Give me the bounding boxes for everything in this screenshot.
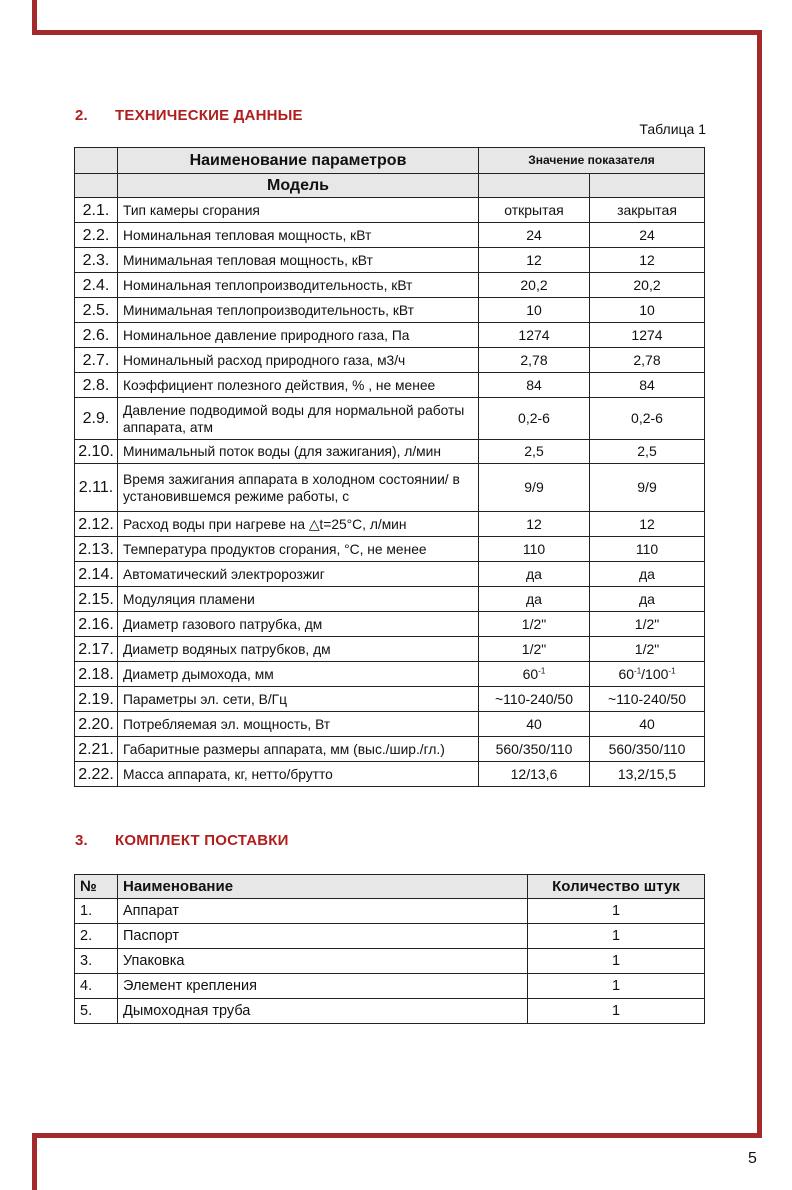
row-number: 2.10. [75, 440, 118, 464]
table-row [75, 537, 705, 562]
table-row [75, 662, 705, 687]
row-value-1: 2,5 [479, 440, 590, 464]
kit-header-row [75, 875, 705, 899]
row-value-1: 20,2 [479, 273, 590, 298]
row-value-2: 1274 [590, 323, 705, 348]
row-number: 2.17. [75, 637, 118, 662]
page-number: 5 [748, 1150, 757, 1167]
row-parameter: Габаритные размеры аппарата, мм (выс./шир./гл.) [118, 737, 479, 762]
row-value-1: 12 [479, 248, 590, 273]
row-parameter: Время зажигания аппарата в холодном состоянии/ в установившемся режиме работы, с [118, 464, 479, 512]
row-value-1: да [479, 587, 590, 612]
row-number: 2.5. [75, 298, 118, 323]
row-value-2: 2,78 [590, 348, 705, 373]
row-value-2: 13,2/15,5 [590, 762, 705, 787]
kit-row-name: Дымоходная труба [118, 999, 528, 1024]
row-parameter: Коэффициент полезного действия, % , не менее [118, 373, 479, 398]
value-text: 60 [522, 665, 539, 682]
row-parameter: Тип камеры сгорания [118, 198, 479, 223]
row-value-1: 40 [479, 712, 590, 737]
kit-row-number: 4. [75, 974, 118, 999]
row-value-2: 10 [590, 298, 705, 323]
kit-row-name: Аппарат [118, 899, 528, 924]
kit-row-qty: 1 [528, 999, 705, 1024]
table-row [75, 298, 705, 323]
kit-row-number: 5. [75, 999, 118, 1024]
row-value-2: 20,2 [590, 273, 705, 298]
row-value-1: да [479, 562, 590, 587]
kit-row [75, 974, 705, 999]
kit-row [75, 899, 705, 924]
row-value-1: 12 [479, 512, 590, 537]
row-value-1: 2,78 [479, 348, 590, 373]
row-number: 2.18. [75, 662, 118, 687]
row-parameter: Параметры эл. сети, В/Гц [118, 687, 479, 712]
row-number: 2.11. [75, 464, 118, 512]
frame-line [757, 30, 762, 1138]
row-value-2: ~110-240/50 [590, 687, 705, 712]
table-row [75, 687, 705, 712]
row-number: 2.1. [75, 198, 118, 223]
row-value-1: 1/2" [479, 637, 590, 662]
table-row [75, 348, 705, 373]
row-number: 2.13. [75, 537, 118, 562]
header-model: Модель [118, 174, 479, 198]
value-text: 60 [618, 665, 635, 682]
table-header-row [75, 148, 705, 174]
kit-row-name: Паспорт [118, 924, 528, 949]
row-number: 2.21. [75, 737, 118, 762]
row-value-2 [590, 662, 705, 687]
kit-row [75, 924, 705, 949]
row-value-1: 1/2" [479, 612, 590, 637]
row-value-1: открытая [479, 198, 590, 223]
row-value-1: 0,2-6 [479, 398, 590, 440]
section-heading: ТЕХНИЧЕСКИЕ ДАННЫЕ [115, 107, 303, 124]
row-number: 2.8. [75, 373, 118, 398]
table-row [75, 373, 705, 398]
row-value-2: 0,2-6 [590, 398, 705, 440]
table-row [75, 398, 705, 440]
row-number: 2.19. [75, 687, 118, 712]
row-value-1: 560/350/110 [479, 737, 590, 762]
kit-row-qty: 1 [528, 949, 705, 974]
header-num-cell [75, 148, 118, 174]
model-cell-1 [479, 174, 590, 198]
frame-line [32, 30, 762, 35]
table-row [75, 198, 705, 223]
row-value-2: 12 [590, 248, 705, 273]
model-cell-2 [590, 174, 705, 198]
value-superscript: -1 [634, 665, 642, 675]
row-number: 2.12. [75, 512, 118, 537]
table-row [75, 273, 705, 298]
row-value-2: 40 [590, 712, 705, 737]
table-row [75, 762, 705, 787]
row-value-1: 110 [479, 537, 590, 562]
header-num-cell [75, 174, 118, 198]
kit-row-number: 3. [75, 949, 118, 974]
row-parameter: Диаметр водяных патрубков, дм [118, 637, 479, 662]
row-parameter: Минимальная тепловая мощность, кВт [118, 248, 479, 273]
kit-header-num: № [75, 875, 118, 899]
section-number: 3. [75, 832, 88, 849]
row-number: 2.9. [75, 398, 118, 440]
kit-header-name: Наименование [118, 875, 528, 899]
row-number: 2.6. [75, 323, 118, 348]
model-header-row [75, 174, 705, 198]
table-row [75, 587, 705, 612]
row-parameter: Потребляемая эл. мощность, Вт [118, 712, 479, 737]
technical-data-table [74, 147, 705, 787]
row-parameter: Номинальная теплопроизводительность, кВт [118, 273, 479, 298]
row-value-2: 1/2" [590, 612, 705, 637]
row-value-1: 84 [479, 373, 590, 398]
row-parameter: Номинальное давление природного газа, Па [118, 323, 479, 348]
table-row [75, 323, 705, 348]
row-value-2: 9/9 [590, 464, 705, 512]
row-parameter: Температура продуктов сгорания, °C, не менее [118, 537, 479, 562]
row-number: 2.3. [75, 248, 118, 273]
row-value-2: да [590, 587, 705, 612]
row-parameter: Давление подводимой воды для нормальной работы аппарата, атм [118, 398, 479, 440]
row-parameter: Расход воды при нагреве на △t=25°C, л/мин [118, 512, 479, 537]
header-value: Значение показателя [479, 148, 705, 174]
row-value-2: 560/350/110 [590, 737, 705, 762]
kit-row-name: Упаковка [118, 949, 528, 974]
row-parameter: Номинальная тепловая мощность, кВт [118, 223, 479, 248]
row-value-1: 9/9 [479, 464, 590, 512]
table-row [75, 440, 705, 464]
row-value-2: 24 [590, 223, 705, 248]
value-superscript: -1 [538, 665, 546, 675]
row-value-1: 10 [479, 298, 590, 323]
kit-row-qty: 1 [528, 924, 705, 949]
table-caption: Таблица 1 [639, 121, 706, 137]
table-row [75, 712, 705, 737]
row-value-1: 24 [479, 223, 590, 248]
row-parameter: Минимальный поток воды (для зажигания), л/мин [118, 440, 479, 464]
kit-header-qty: Количество штук [528, 875, 705, 899]
row-number: 2.2. [75, 223, 118, 248]
kit-row-qty: 1 [528, 899, 705, 924]
header-param-name: Наименование параметров [118, 148, 479, 174]
row-parameter: Диаметр газового патрубка, дм [118, 612, 479, 637]
table-row [75, 637, 705, 662]
delivery-kit-table [74, 874, 705, 1024]
table-row [75, 612, 705, 637]
row-value-2: закрытая [590, 198, 705, 223]
row-value-2: 110 [590, 537, 705, 562]
row-parameter: Диаметр дымохода, мм [118, 662, 479, 687]
row-value-2: 84 [590, 373, 705, 398]
row-value-2: 2,5 [590, 440, 705, 464]
section-heading: КОМПЛЕКТ ПОСТАВКИ [115, 832, 289, 849]
frame-line [32, 1133, 762, 1138]
table-row [75, 223, 705, 248]
table-row [75, 464, 705, 512]
row-number: 2.4. [75, 273, 118, 298]
row-value-1: 1274 [479, 323, 590, 348]
value-text: /100 [641, 665, 669, 682]
row-number: 2.22. [75, 762, 118, 787]
kit-row [75, 949, 705, 974]
section-title-kit [75, 832, 289, 849]
row-value-1: 12/13,6 [479, 762, 590, 787]
section-title-technical [75, 107, 303, 124]
table-row [75, 737, 705, 762]
row-parameter: Автоматический электророзжиг [118, 562, 479, 587]
row-number: 2.14. [75, 562, 118, 587]
row-value-2: да [590, 562, 705, 587]
row-number: 2.16. [75, 612, 118, 637]
row-parameter: Минимальная теплопроизводительность, кВт [118, 298, 479, 323]
kit-row [75, 999, 705, 1024]
value-superscript: -1 [668, 665, 676, 675]
row-number: 2.20. [75, 712, 118, 737]
row-parameter: Модуляция пламени [118, 587, 479, 612]
kit-row-number: 1. [75, 899, 118, 924]
table-row [75, 512, 705, 537]
row-value-1 [479, 662, 590, 687]
row-value-2: 12 [590, 512, 705, 537]
kit-row-number: 2. [75, 924, 118, 949]
row-number: 2.7. [75, 348, 118, 373]
table-row [75, 248, 705, 273]
row-parameter: Номинальный расход природного газа, м3/ч [118, 348, 479, 373]
row-value-2: 1/2" [590, 637, 705, 662]
kit-row-qty: 1 [528, 974, 705, 999]
row-parameter: Масса аппарата, кг, нетто/брутто [118, 762, 479, 787]
frame-line [32, 1133, 37, 1190]
table-row [75, 562, 705, 587]
row-number: 2.15. [75, 587, 118, 612]
row-value-1: ~110-240/50 [479, 687, 590, 712]
kit-row-name: Элемент крепления [118, 974, 528, 999]
section-number: 2. [75, 107, 88, 124]
